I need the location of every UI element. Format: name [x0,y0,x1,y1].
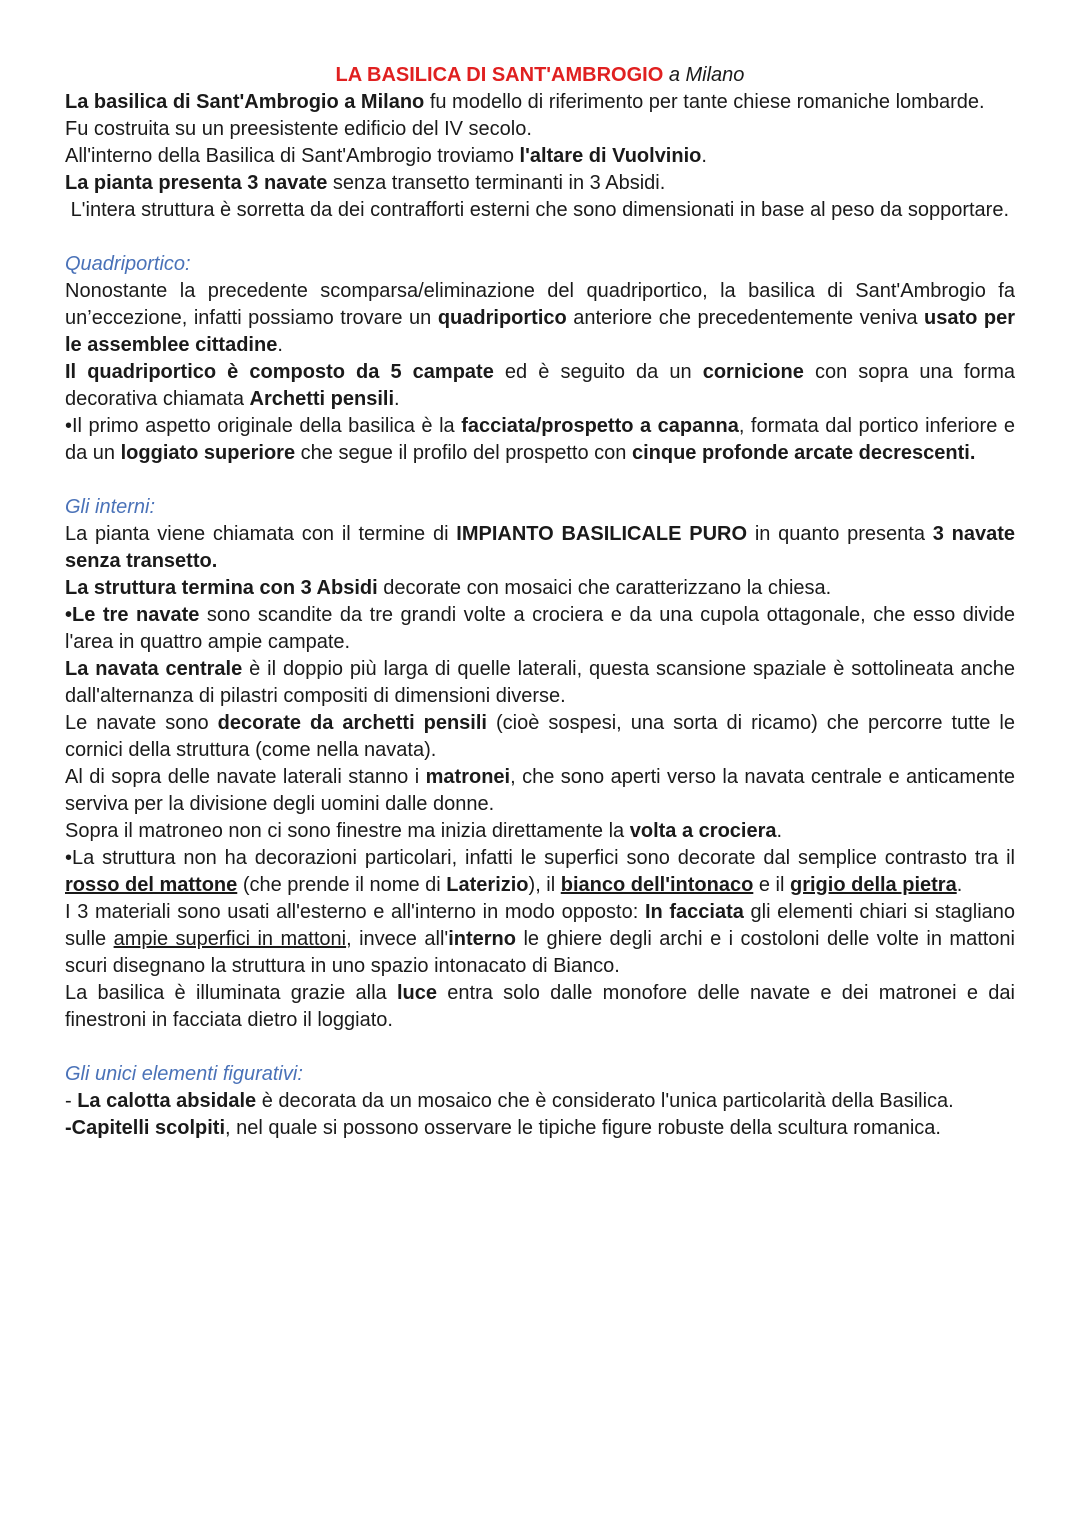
text: anteriore che precedentemente veniva [566,307,924,329]
text: ), il [528,874,561,896]
bold-text: interno [448,928,516,950]
document-title [65,62,1015,89]
bold-text: La basilica di Sant'Ambrogio a Milano [65,91,425,113]
text: •La struttura non ha decorazioni particolari, infatti le superfici sono decorate dal semplice contrasto tra il [65,847,1015,869]
interni-paragraph-4 [65,656,1015,710]
text: . [394,388,400,410]
underlined-bold-text: rosso del mattone [65,874,238,896]
spacer [65,1034,1015,1061]
quadriportico-paragraph-2 [65,359,1015,413]
text: All'interno della Basilica di Sant'Ambrogio troviamo [65,145,520,167]
quadriportico-paragraph-1 [65,278,1015,359]
intro-paragraph-3 [65,143,1015,170]
section-heading-figurativi: Gli unici elementi figurativi: [65,1063,303,1085]
section-heading-quadriportico: Quadriportico: [65,253,191,275]
text: . [277,334,283,356]
interni-paragraph-3 [65,602,1015,656]
interni-paragraph-7 [65,818,1015,845]
bold-text: In facciata [644,901,744,923]
underlined-bold-text: grigio della pietra [790,874,957,896]
bold-text: volta a crociera [629,820,777,842]
bold-text: IMPIANTO BASILICALE PURO [456,523,748,545]
bold-text: loggiato superiore [120,442,296,464]
spacer [65,224,1015,251]
intro-paragraph-1 [65,89,1015,116]
bold-text: La calotta absidale [77,1090,257,1112]
text: , che sono aperti verso la navata centrale e anticamente serviva per la divisione degli uomini dalle donne. [65,766,1016,815]
text: che segue il profilo del prospetto con [295,442,632,464]
interni-paragraph-6 [65,764,1015,818]
text: con sopra una forma decorativa chiamata [65,361,1015,410]
interni-paragraph-1 [65,521,1015,575]
interni-paragraph-9 [65,899,1015,980]
figurativi-section [65,1061,1015,1142]
text: sono scandite da tre grandi volte a crociera e da una cupola ottagonale, che esso divide l'area in quattro ampie campate. [65,604,1016,653]
text: Nonostante la precedente scomparsa/eliminazione del quadriportico, la basilica di Sant'Ambrogio fa un’eccezione, infatti possiamo trovare un [65,280,1015,329]
intro-paragraph-2: Fu costruita su un preesistente edificio del IV secolo. [65,118,532,140]
text: , invece all' [346,928,449,950]
text: (che prende il nome di [237,874,447,896]
text: La pianta viene chiamata con il termine di [65,523,457,545]
bold-text: La navata centrale [65,658,243,680]
bold-text: cornicione [702,361,804,383]
underlined-bold-text: bianco dell'intonaco [560,874,754,896]
text: senza transetto terminanti in 3 Absidi. [327,172,666,194]
text: ed è seguito da un [493,361,703,383]
text: , nel quale si possono osservare le tipiche figure robuste della scultura romanica. [225,1117,941,1139]
title-main: LA BASILICA DI SANT'AMBROGIO [335,64,664,86]
text: è il doppio più larga di quelle laterali, questa scansione spaziale è sottolineata anche dall'alternanza di pilastri compositi di dimensioni diverse. [65,658,1015,707]
text: entra solo dalle monofore delle navate e dei matronei e dai finestroni in facciata dietro il loggiato. [65,982,1015,1031]
text: La basilica è illuminata grazie alla [65,982,397,1004]
bold-text: cinque profonde arcate decrescenti. [631,442,976,464]
bold-text: matronei [425,766,511,788]
bold-text: usato per le assemblee cittadine [65,307,1015,356]
bold-text: 3 navate senza transetto. [65,523,1015,572]
section-heading-interni: Gli interni: [65,496,156,518]
intro-paragraph-4 [65,170,1015,197]
text: . [956,874,963,896]
document-page [65,62,1015,1142]
interni-paragraph-5 [65,710,1015,764]
quadriportico-paragraph-3 [65,413,1015,467]
text: I 3 materiali sono usati all'esterno e all'interno in modo opposto: [65,901,645,923]
underlined-text: ampie superfici in mattoni [113,928,347,950]
text: •Il primo aspetto originale della basilica è la [65,415,462,437]
title-subtitle: a Milano [668,64,745,86]
text: , formata dal portico inferiore e da un [65,415,1015,464]
spacer [65,467,1015,494]
intro-section [65,89,1015,224]
bold-text: Il quadriportico è composto da 5 campate [65,361,494,383]
bold-text: -Capitelli scolpiti [65,1117,226,1139]
bold-text: decorate da archetti pensili [217,712,487,734]
interni-paragraph-8 [65,845,1015,899]
bold-text: facciata/prospetto a capanna [461,415,739,437]
bold-text: Laterizio [446,874,529,896]
text: fu modello di riferimento per tante chiese romaniche lombarde. [424,91,985,113]
text: gli elementi chiari si stagliano sulle [65,901,1016,950]
interni-paragraph-2 [65,575,1015,602]
intro-paragraph-5: L'intera struttura è sorretta da dei contrafforti esterni che sono dimensionati in base al peso da sopportare. [65,199,1009,221]
bold-text: quadriportico [437,307,567,329]
text: - [65,1090,78,1112]
interni-paragraph-10 [65,980,1015,1034]
bold-text: •Le tre navate [65,604,200,626]
text: decorate con mosaici che caratterizzano la chiesa. [377,577,832,599]
bold-text: luce [396,982,437,1004]
figurativi-paragraph-1 [65,1088,1015,1115]
interni-section [65,494,1015,1034]
bold-text: La pianta presenta 3 navate [65,172,328,194]
text: . [701,145,707,167]
bold-text: l'altare di Vuolvinio [519,145,702,167]
text: . [776,820,783,842]
text: Al di sopra delle navate laterali stanno i [65,766,426,788]
text: Sopra il matroneo non ci sono finestre ma inizia direttamente la [65,820,630,842]
bold-text: Archetti pensili [249,388,395,410]
text: e il [753,874,790,896]
bold-text: La struttura termina con 3 Absidi [65,577,378,599]
quadriportico-section [65,251,1015,467]
figurativi-paragraph-2 [65,1115,1015,1142]
text: in quanto presenta [747,523,933,545]
text: (cioè sospesi, una sorta di ricamo) che percorre tutte le cornici della struttura (come nella navata). [65,712,1015,761]
text: le ghiere degli archi e i costoloni delle volte in mattoni scuri disegnano la struttura in uno spazio intonacato di Bianco. [65,928,1015,977]
text: Le navate sono [65,712,218,734]
text: è decorata da un mosaico che è considerato l'unica particolarità della Basilica. [256,1090,954,1112]
